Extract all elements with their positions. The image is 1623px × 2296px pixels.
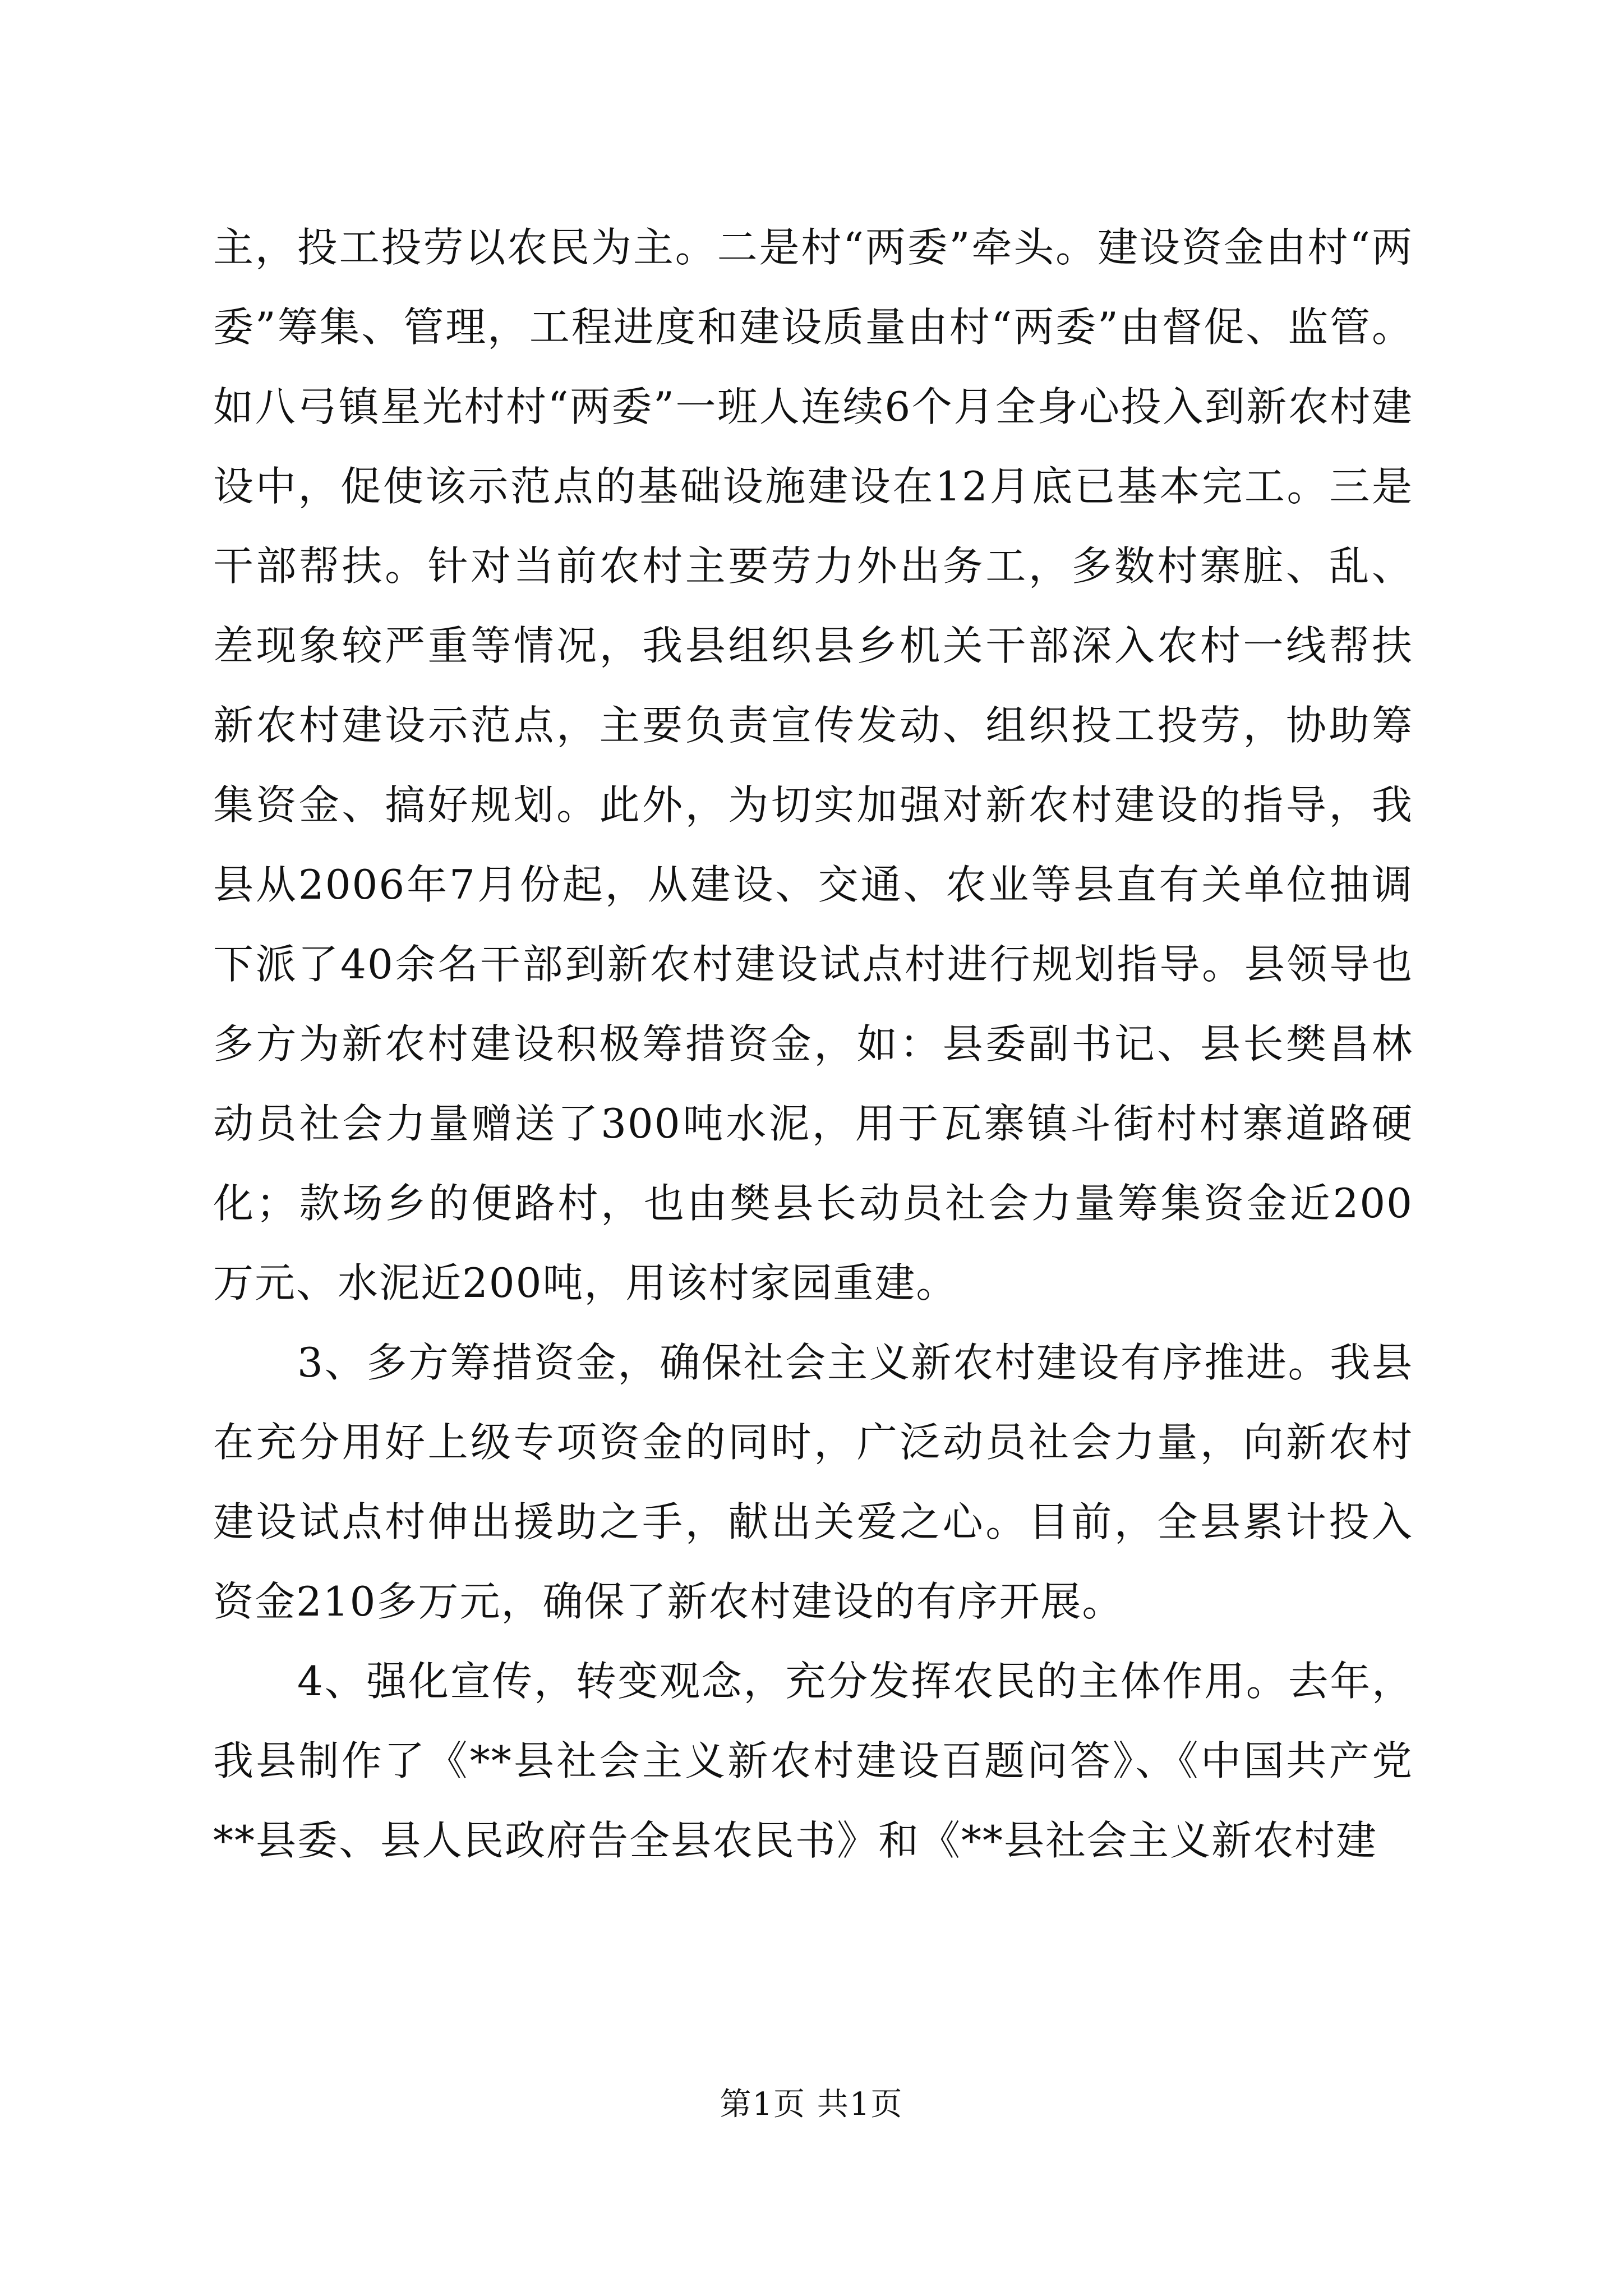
page-footer: 第1页 共1页: [720, 2086, 903, 2123]
paragraph-2: 3、多方筹措资金，确保社会主义新农村建设有序推进。我县在充分用好上级专项资金的同时，广泛动员社会力量，向新农村建设试点村伸出援助之手，献出关爱之心。目前，全县累计投入资金210多万元，确保了新农村建设的有序开展。: [213, 1339, 1413, 1625]
paragraph-1: 主，投工投劳以农民为主。二是村“两委”牵头。建设资金由村“两委”筹集、管理，工程进度和建设质量由村“两委”由督促、监管。如八弓镇星光村村“两委”一班人连续6个月全身心投入到新农村建设中，促使该示范点的基础设施建设在12月底已基本完工。三是干部帮扶。针对当前农村主要劳力外出务工，多数村寨脏、乱、差现象较严重等情况，我县组织县乡机关干部深入农村一线帮扶新农村建设示范点，主要负责宣传发动、组织投工投劳，协助筹集资金、搞好规划。此外，为切实加强对新农村建设的指导，我县从2006年7月份起，从建设、交通、农业等县直有关单位抽调下派了40余名干部到新农村建设试点村进行规划指导。县领导也多方为新农村建设积极筹措资金，如：县委副书记、县长樊昌林动员社会力量赠送了300吨水泥，用于瓦寨镇斗街村村寨道路硬化；款场乡的便路村，也由樊县长动员社会力量筹集资金近200万元、水泥近200吨，用该村家园重建。: [213, 224, 1413, 1306]
paragraph-3: 4、强化宣传，转变观念，充分发挥农民的主体作用。去年，我县制作了《**县社会主义新农村建设百题问答》、《中国共产党**县委、县人民政府告全县农民书》和《**县社会主义新农村建: [213, 1658, 1413, 1864]
document-body: [213, 208, 1413, 1880]
